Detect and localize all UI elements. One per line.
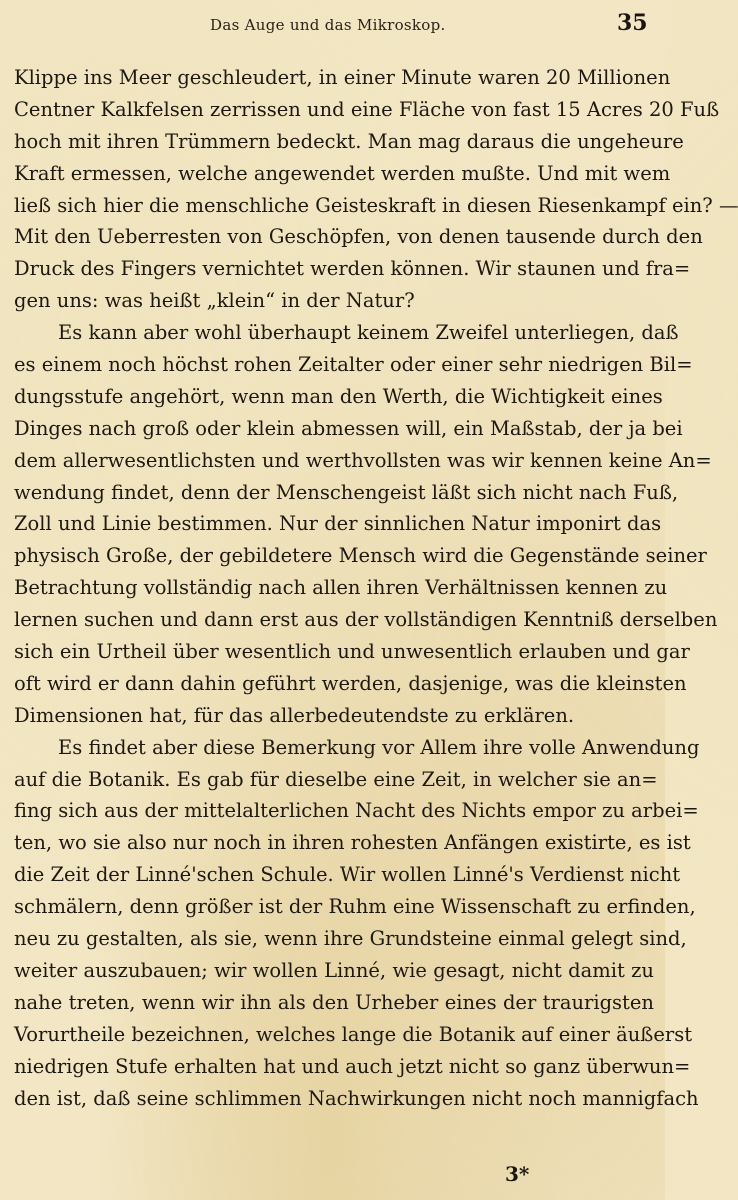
text-line: ten, wo sie also nur noch in ihren rohesten Anfängen existirte, es ist [14,831,691,855]
text-line: schmälern, denn größer ist der Ruhm eine Wissenschaft zu erfinden, [14,895,696,919]
paragraph-start-line: Es findet aber diese Bemerkung vor Allem ihre volle Anwendung [58,735,700,759]
text-line: wendung findet, denn der Menschengeist läßt sich nicht nach Fuß, [14,480,679,504]
text-line: Dimensionen hat, für das allerbedeutendste zu erklären. [14,703,575,727]
text-line: Mit den Ueberresten von Geschöpfen, von denen tausende durch den [14,225,703,249]
text-line: Centner Kalkfelsen zerrissen und eine Fläche von fast 15 Acres 20 Fuß [14,97,720,121]
text-line: ließ sich hier die menschliche Geisteskraft in diesen Riesenkampf ein? — [14,193,738,217]
text-line: Betrachtung vollständig nach allen ihren Verhältnissen kennen zu [14,576,668,600]
text-line: physisch Große, der gebildetere Mensch wird die Gegenstände seiner [14,544,707,568]
text-line: den ist, daß seine schlimmen Nachwirkungen nicht noch mannigfach [14,1086,699,1110]
text-line: neu zu gestalten, als sie, wenn ihre Grundsteine einmal gelegt sind, [14,927,687,951]
text-line: Klippe ins Meer geschleudert, in einer Minute waren 20 Millionen [14,66,671,89]
page-number: 35 [617,10,648,36]
paragraph-start-line: Es kann aber wohl überhaupt keinem Zweifel unterliegen, daß [58,321,679,345]
text-line: es einem noch höchst rohen Zeitalter oder einer sehr niedrigen Bil= [14,353,693,377]
running-title: Das Auge und das Mikroskop. [210,16,446,34]
text-line: dungsstufe angehört, wenn man den Werth, die Wichtigkeit eines [14,384,663,408]
body-text [14,62,738,1114]
text-line: niedrigen Stufe erhalten hat und auch jetzt nicht so ganz überwun= [14,1054,691,1078]
text-line: sich ein Urtheil über wesentlich und unwesentlich erlauben und gar [14,640,690,664]
text-line: oft wird er dann dahin geführt werden, dasjenige, was die kleinsten [14,671,687,695]
text-line: lernen suchen und dann erst aus der vollständigen Kenntniß derselben [14,608,718,632]
text-line: hoch mit ihren Trümmern bedeckt. Man mag daraus die ungeheure [14,129,684,153]
text-line: Dinges nach groß oder klein abmessen will, ein Maßstab, der ja bei [14,416,683,440]
text-line: auf die Botanik. Es gab für dieselbe eine Zeit, in welcher sie an= [14,767,658,791]
text-line: dem allerwesentlichsten und werthvollsten was wir kennen keine An= [14,448,712,472]
text-line: Kraft ermessen, welche angewendet werden mußte. Und mit wem [14,161,671,185]
text-line: fing sich aus der mittelalterlichen Nacht des Nichts empor zu arbei= [14,799,699,823]
text-line: nahe treten, wenn wir ihn als den Urheber eines der traurigsten [14,990,654,1014]
text-line: gen uns: was heißt „klein“ in der Natur? [14,289,415,313]
text-line: die Zeit der Linné'schen Schule. Wir wollen Linné's Verdienst nicht [14,863,681,887]
text-line: Zoll und Linie bestimmen. Nur der sinnlichen Natur imponirt das [14,512,662,536]
signature-mark: 3* [505,1162,530,1186]
text-line: Druck des Fingers vernichtet werden können. Wir staunen und fra= [14,257,691,281]
text-line: Vorurtheile bezeichnen, welches lange die Botanik auf einer äußerst [14,1022,693,1046]
text-line: weiter auszubauen; wir wollen Linné, wie gesagt, nicht damit zu [14,958,654,982]
